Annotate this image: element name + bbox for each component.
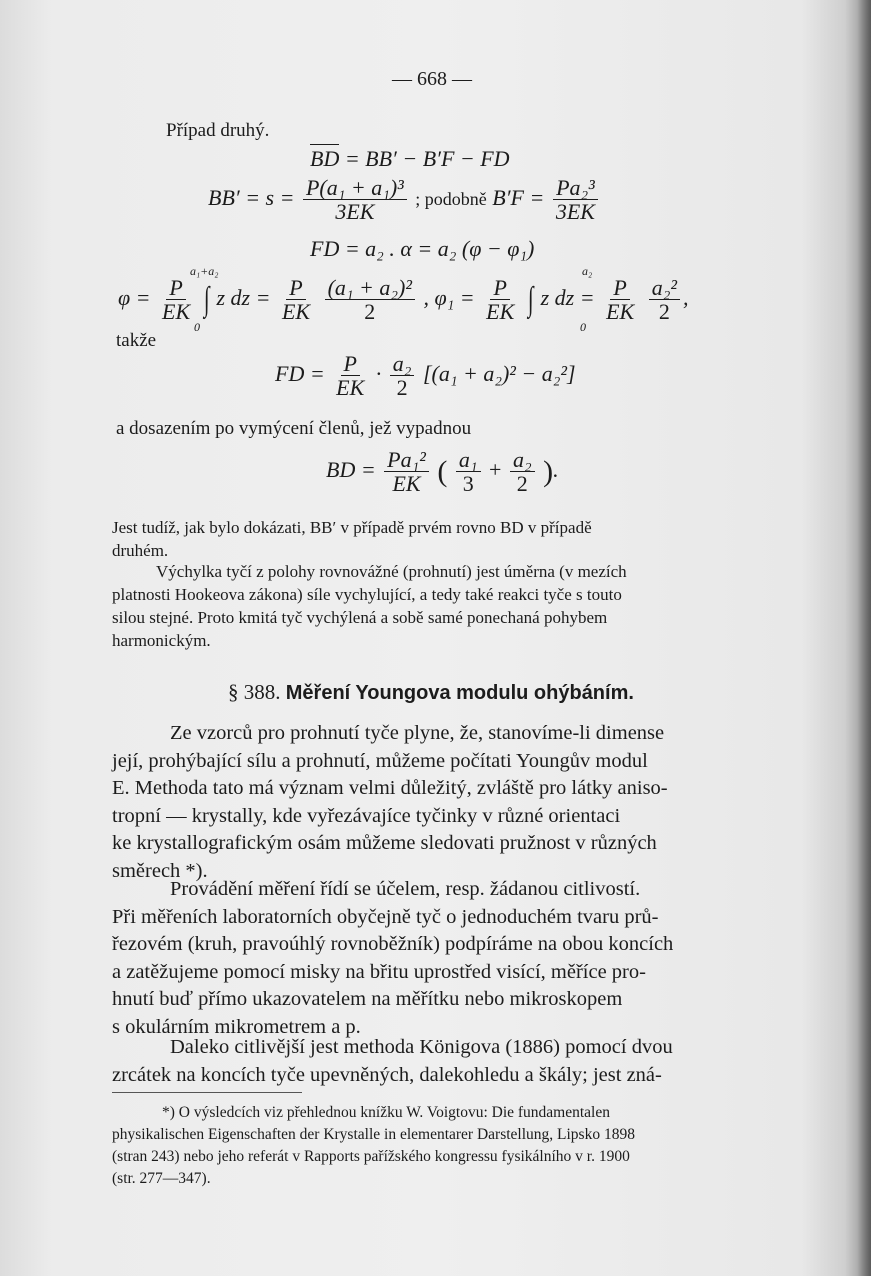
vychylka-line: silou stejné. Proto kmitá tyč vychýlená a sobě samé ponechaná pohybem [112,608,608,627]
paragraph-line: řezovém (kruh, pravoúhlý rovnoběžník) podpíráme na obou koncích [112,933,674,955]
vychylka-line: Výchylka tyčí z polohy rovnovážné (prohnutí) jest úměrna (v mezích [156,562,627,581]
footnote-line: *) O výsledcích viz přehlednou knížku W. Voigtovu: Die fundamentalen [162,1104,610,1121]
bpf-fraction [553,176,598,224]
phi-square-numerator: (a₁ + a₂)² [325,276,415,300]
paragraph-2 [112,876,764,1041]
zdz-1: z dz = [216,285,271,311]
integral-sign-2: ∫ [527,281,534,319]
phi-square-denominator: 2 [364,299,376,325]
paragraph-line: zrcátek na koncích tyče upevněných, dalekohledu a škály; jest zná- [112,1063,662,1086]
takze-word: takže [116,330,157,351]
conclusion-line: Jest tudíž, jak bylo dokázati, BB′ v případě prvém rovno BD v případě [112,518,592,537]
bd2-denominator: EK [392,471,421,497]
fd2-tail: [(a₁ + a₂)² − a₂²] [422,361,576,387]
paragraph-line: směrech *). [112,859,208,882]
fd2-a2-denominator: 2 [396,375,408,401]
zdz-2: z dz = [540,285,595,311]
page-number: — 668 — [392,68,472,90]
footnote-line: (str. 277—347). [112,1170,211,1187]
phi-mid-numerator: P [286,276,305,300]
bd2-a1-denominator: 3 [462,471,474,497]
bbp-numerator: P(a₁ + a₁)³ [303,176,407,200]
phi-mid-denominator: EK [281,299,311,325]
bbp-fraction [303,176,407,224]
bd2-a2-fraction [510,448,535,496]
integral-lower-limit-1: 0 [194,320,200,334]
fd2-denominator: EK [336,375,365,401]
paragraph-line: Provádění měření řídí se účelem, resp. žádanou citlivostí. [170,878,641,900]
paragraph-line: Ze vzorců pro prohnutí tyče plyne, že, stanovíme-li dimense [170,722,665,744]
phi1-denominator: EK [486,299,515,325]
bpf-denominator: 3EK [555,199,595,225]
paragraph-1 [112,720,764,885]
equation-bd [310,146,510,172]
phi-lhs: φ = [118,285,151,311]
bbp-denominator: 3EK [335,199,375,225]
bd2-numerator: Pa₁² [384,448,429,472]
fd2-a2-numerator: a₂ [390,352,415,376]
phi1-fraction [483,276,517,324]
paragraph-line: E. Methoda tato má význam velmi důležitý, zvláště pro látky aniso- [112,777,668,799]
paragraph-line: a zatěžujeme pomocí misky na břitu uprostřed visící, měříce pro- [112,960,646,983]
paragraph-line: ke krystallografickým osám můžeme sledovati pružnost v různých [112,832,657,854]
phi1-end-numerator: a₂² [649,276,680,300]
phi1-mid-denominator: EK [606,299,635,325]
bd2-a1-numerator: a₁ [456,448,481,472]
phi-square-fraction [325,276,415,324]
phi1-end-fraction [649,276,680,324]
phi1-lhs: , φ₁ = [423,285,475,311]
phi-mid-fraction [279,276,313,324]
fd2-lhs: FD = [275,361,325,387]
bd2-a1-fraction [456,448,481,496]
section-heading [228,680,634,705]
footnote-line: (stran 243) nebo jeho referát v Rapports pařížského kongressu fysikálního v r. 1900 [112,1148,630,1165]
dosazenim-text: a dosazením po vymýcení členů, jež vypadnou [116,418,472,439]
bd-symbol: BD [310,146,340,171]
equation-phi: a₁+a₂ 0 a₂ 0 φ = $\frac{P}{EK}$ ∫ z dz = $\frac{P}{EK}$ $\frac{\text{(a₁ + a₂)²}}{2}$ , φ₁ = $\frac{P}{EK}$ ∫ z dz = $\frac{P}{EK}$ $\frac{\text{a₂²}}{2}$ , [118,264,689,334]
paragraph-line: Při měřeních laboratorních obyčejně tyč o jednoduchém tvaru prů- [112,905,659,928]
bd2-lhs: BD = [326,457,376,483]
bd2-a2-numerator: a₂ [510,448,535,472]
phi1-end-denominator: 2 [658,299,670,325]
equation-fd: FD = a₂ . α = a₂ (φ − φ₁) [310,236,535,261]
bpf-lhs: B′F = [492,185,545,211]
bd2-a2-denominator: 2 [516,471,528,497]
footnote-line: physikalischen Eigenschaften der Krystalle in elementarer Darstellung, Lipsko 1898 [112,1126,635,1143]
conclusion-paragraph [112,516,766,562]
integral-lower-limit-2: 0 [580,320,586,334]
footnote-rule [112,1092,302,1093]
phi-fraction [159,276,193,324]
section-title: Měření Youngova modulu ohýbáním. [285,682,634,704]
paragraph-line: tropní — krystally, kde vyřezávajíce tyčinky v různé orientaci [112,804,621,827]
integral-upper-limit-2: a₂ [582,264,593,278]
footnote [112,1102,766,1190]
bpf-numerator: Pa₂³ [553,176,598,200]
conclusion-line: druhém. [112,541,169,560]
integral-upper-limit-1: a₁+a₂ [190,264,219,278]
phi1-numerator: P [490,276,509,300]
bbp-lhs: BB′ = s = [208,185,295,211]
vychylka-line: harmonickým. [112,631,211,650]
paragraph-line: s okulárním mikrometrem a p. [112,1015,361,1038]
equation-bbp [208,176,601,224]
paragraph-line: její, prohýbající sílu a prohnutí, můžeme počítati Youngův modul [112,749,648,772]
integral-sign-1: ∫ [203,281,210,319]
fd2-numerator: P [341,352,360,376]
phi-denominator: EK [162,299,191,325]
podobne-word: ; podobně [415,189,487,210]
fd2-a2-fraction [390,352,415,400]
phi1-mid-fraction [603,276,637,324]
paragraph-3 [112,1034,764,1089]
vychylka-paragraph [112,560,766,652]
equation-fd2: FD = $\frac{P}{EK}$ · $\frac{\text{a₂}}{2}$ [(a₁ + a₂)² − a₂²] [275,351,576,401]
bd-rhs: = BB′ − B′F − FD [344,146,510,171]
phi1-mid-numerator: P [610,276,629,300]
paragraph-line: Daleko citlivější jest methoda Königova (1886) pomocí dvou [170,1036,673,1058]
phi-numerator: P [166,276,185,300]
equation-bd2: BD = $\frac{\text{Pa₁²}}{EK}$ ( $\frac{\text{a₁}}{3}$ + $\frac{\text{a₂}}{2}$ ). [326,447,559,497]
page-edge-shadow [857,0,871,1276]
case-label: Případ druhý. [166,120,270,141]
section-number: § 388. [228,680,281,704]
paragraph-line: hnutí buď přímo ukazovatelem na měřítku nebo mikroskopem [112,988,623,1010]
bd2-fraction [384,448,429,496]
fd2-fraction [333,352,367,400]
vychylka-line: platnosti Hookeova zákona) síle vychylující, a tedy také reakci tyče s touto [112,585,622,604]
